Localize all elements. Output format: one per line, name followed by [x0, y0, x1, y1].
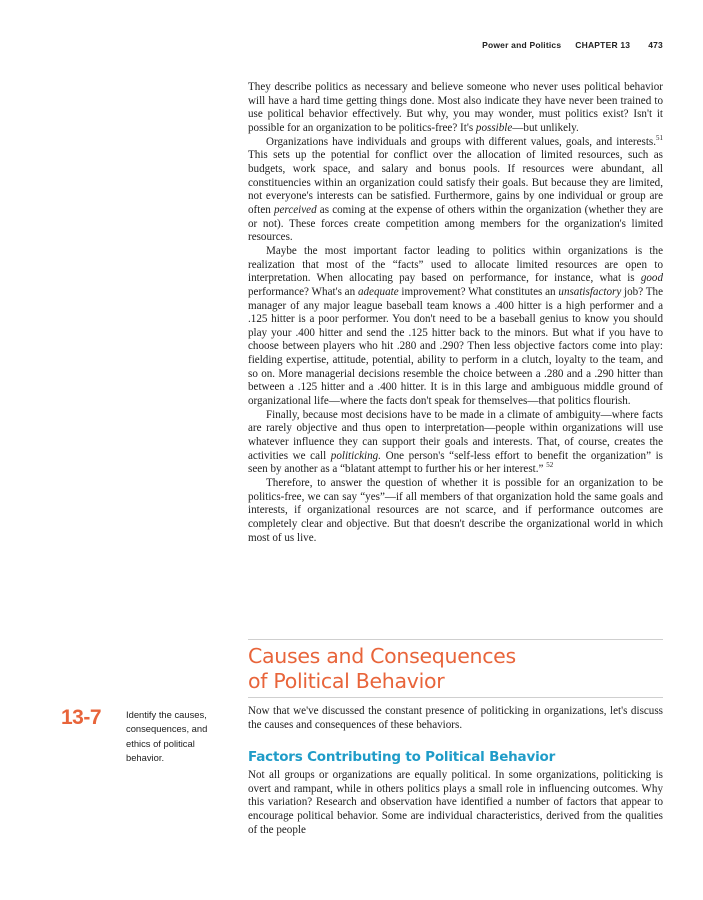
p1-emphasis: possible — [475, 121, 513, 134]
paragraph-5: Therefore, to answer the question of whether it is possible for an organization to be politics-free, we can say “yes”—if all members of that organization hold the same goals and interests, if organizational resources are not scarce, and if performance outcomes are completely clear and objective. But that doesn't describe the organizational world in which most of us live. — [248, 477, 663, 544]
section-title-line-1: Causes and Consequences — [248, 644, 516, 668]
footnote-ref-52: 52 — [546, 461, 554, 470]
p3-emphasis-adequate: adequate — [357, 285, 399, 298]
p2-text-a: Organizations have individuals and groups with different values, goals, and interests. — [266, 135, 656, 148]
p3-text-d: job? The manager of any major league baseball team knows a .400 hitter is a high performer and a .125 hitter is a poor performer. You don't need to be a baseball genius to know you should play your .400 hitter and send the .125 hitter back to the minors. But what if you have to choose between players who hit .280 and .290? Then less objective factors come into play: fielding expertise, attitude, potential, ability to perform in a clutch, loyalty to the team, and so on. More managerial decisions resemble the choice between a .280 and a .290 hitter than between a .125 hitter and a .400 hitter. It is in this large and ambiguous middle ground of organizational life—where the facts don't speak for themselves—that politics flourish. — [248, 285, 663, 408]
p4-text-b: One person's “self-less effort to benefit the organization” is seen by another as a “blatant attempt to further his or her interest.” — [248, 449, 663, 476]
p4-text-a: Finally, because most decisions have to be made in a climate of ambiguity—where facts are rarely objective and thus open to interpretation—people within organizations will use whatever influence they can support their goals and interests. That, of course, creates the activities we call — [248, 408, 663, 462]
section-divider-top — [248, 639, 663, 640]
p3-emphasis-unsatisfactory: unsatisfactory — [558, 285, 622, 298]
section-divider-bottom — [248, 697, 663, 698]
paragraph-4 — [248, 409, 663, 477]
paragraph-1 — [248, 81, 663, 136]
running-head — [482, 40, 663, 50]
p4-emphasis: politicking. — [330, 449, 382, 462]
p3-emphasis-good: good — [640, 272, 663, 285]
intro-paragraph: Now that we've discussed the constant presence of politicking in organizations, let's discuss the causes and consequences of these behaviors. — [248, 705, 663, 731]
paragraph-3 — [248, 245, 663, 409]
body-text-upper — [248, 81, 663, 545]
section-title — [248, 644, 663, 694]
section-title-line-2: of Political Behavior — [248, 669, 445, 693]
p3-text-c: improvement? What constitutes an — [398, 285, 559, 298]
p3-text-a: Maybe the most important factor leading to politics within organizations is the realization that most of the “facts” used to allocate limited resources are open to interpretation. When allocating pay based on performance, for instance, what is — [248, 244, 663, 285]
body-text-lower — [248, 769, 663, 837]
running-head-section: Power and Politics — [482, 40, 562, 50]
footnote-ref-51: 51 — [656, 133, 663, 142]
p2-text-b: This sets up the potential for conflict over the allocation of limited resources, such as budgets, work space, and salary and bonus pools. If resources were abundant, all constituencies within an organization could satisfy their goals. But because they are limited, not everyone's interests can be satisfied. Furthermore, gains by one individual or group are often — [248, 149, 663, 216]
p2-emphasis: perceived — [273, 203, 317, 216]
subheading: Factors Contributing to Political Behavior — [248, 749, 556, 765]
p1-text-b: —but unlikely. — [512, 121, 579, 134]
section-intro — [248, 705, 663, 732]
p2-text-c: as coming at the expense of others within the organization (whether they are or not). These forces create competition among members for the organization's limited resources. — [248, 203, 663, 244]
learning-objective-text: Identify the causes, consequences, and ethics of political behavior. — [126, 709, 208, 763]
p1-text-a: They describe politics as necessary and believe someone who never uses political behavior will have a hard time getting things done. Most also indicate they have never been trained to use political behavior effectively. But why, you may wonder, must politics exist? Isn't it possible for an organization to be politics-free? It's — [248, 81, 663, 134]
paragraph-6: Not all groups or organizations are equally political. In some organizations, politicking is overt and rampant, while in others politics plays a small role in influencing outcomes. Why this variation? Research and observation have identified a number of factors that appear to encourage political behavior. Some are individual characteristics, derived from the qualities of the people — [248, 769, 663, 836]
page-number: 473 — [648, 40, 663, 50]
p3-text-b: performance? What's an — [248, 285, 358, 298]
running-head-chapter: CHAPTER 13 — [575, 40, 631, 50]
learning-objective-number: 13-7 — [61, 706, 102, 729]
paragraph-2 — [248, 133, 663, 245]
